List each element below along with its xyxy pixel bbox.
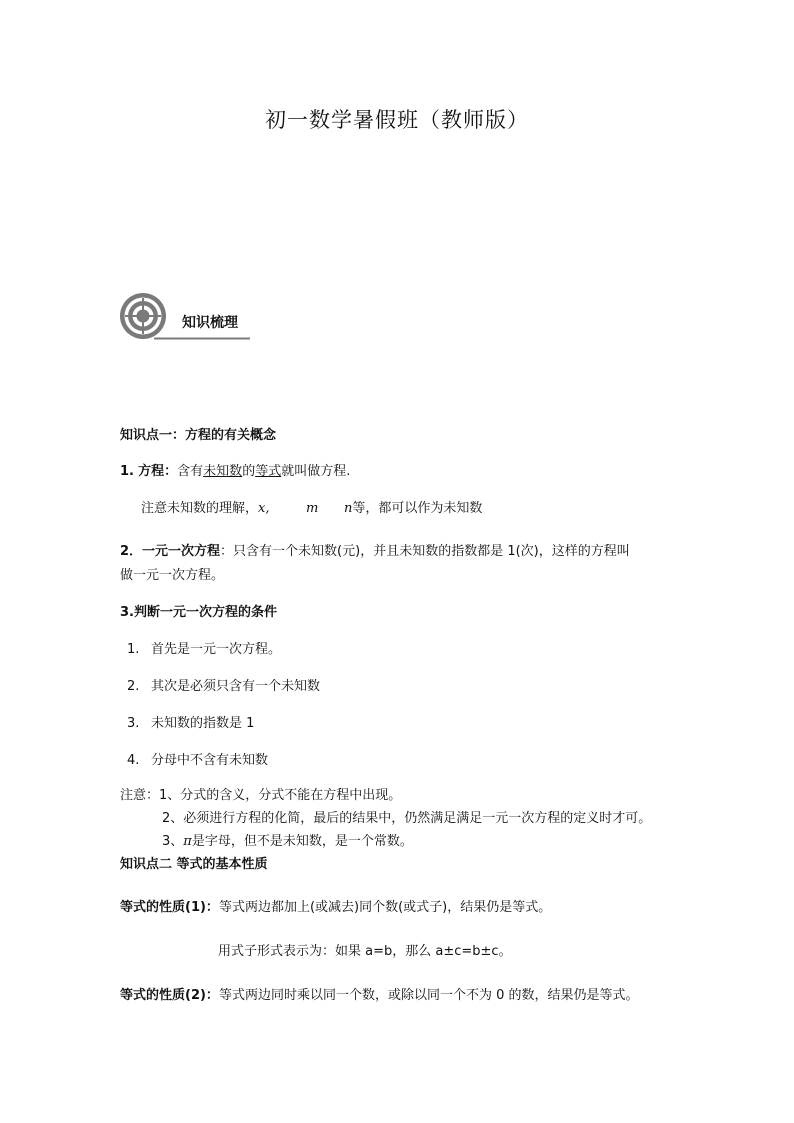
item1-term: 方程 [138, 464, 165, 479]
section-badge-label: 知识梳理 [182, 315, 238, 331]
kp2-prop2 [120, 984, 638, 1003]
item1-num: 1. [120, 464, 134, 479]
condition-item [127, 712, 254, 731]
notes-prefix: 注意： [120, 788, 160, 803]
kp2-prop1 [120, 896, 551, 915]
condition-item [127, 638, 281, 657]
kp1-note-vars [141, 497, 482, 516]
condition-num: 1. [127, 642, 140, 657]
condition-num: 4. [127, 753, 140, 768]
var-m: m [306, 501, 319, 516]
item1-text-3: 就叫做方程. [281, 464, 351, 479]
prop1-term: 等式的性质(1)： [120, 900, 219, 915]
kp1-item3-heading: 3.判断一元一次方程的条件 [120, 605, 277, 620]
note-3-text: 是字母，但不是未知数，是一个常数。 [191, 834, 413, 849]
note-line-3 [162, 830, 413, 849]
note-1: 1、分式的含义，分式不能在方程中出现。 [159, 788, 402, 803]
item1-underlined-equation: 等式 [255, 464, 282, 479]
note-vars-suffix: 等，都可以作为未知数 [352, 501, 483, 516]
item1-underlined-unknown: 未知数 [203, 464, 243, 479]
condition-text: 分母中不含有未知数 [151, 753, 269, 768]
pi-symbol: π [183, 834, 192, 849]
var-n: n [344, 501, 353, 516]
kp1-heading: 知识点一：方程的有关概念 [120, 428, 277, 443]
kp1-item2-line2: 做一元一次方程。 [120, 568, 225, 583]
item2-term: 2．一元一次方程 [120, 544, 221, 559]
prop2-text: 等式两边同时乘以同一个数，或除以同一个不为 0 的数，结果仍是等式。 [218, 988, 639, 1003]
kp2-formula: 用式子形式表示为：如果 a=b，那么 a±c=b±c。 [218, 944, 512, 959]
prop2-term: 等式的性质(2)： [120, 988, 219, 1003]
item1-colon: ： [164, 464, 178, 479]
item1-text-2: 的 [242, 464, 256, 479]
condition-num: 2. [127, 679, 140, 694]
prop1-text: 等式两边都加上(或减去)同个数(或式子)，结果仍是等式。 [218, 900, 552, 915]
note-vars-prefix: 注意未知数的理解， [141, 501, 259, 516]
target-icon [120, 293, 166, 339]
kp2-heading: 知识点二 等式的基本性质 [120, 857, 268, 872]
condition-text: 未知数的指数是 1 [151, 716, 255, 731]
item1-text-1: 含有 [177, 464, 204, 479]
note-line-1 [120, 784, 401, 803]
item2-text: ：只含有一个未知数(元)，并且未知数的指数都是 1(次)，这样的方程叫 [220, 544, 630, 559]
note-3-num: 3、 [162, 834, 184, 849]
note-2: 2、必须进行方程的化简，最后的结果中，仍然满足满足一元一次方程的定义时才可。 [162, 811, 652, 826]
kp1-item2-line1 [120, 540, 630, 559]
var-x: x, [258, 501, 270, 516]
condition-item [127, 749, 268, 768]
kp1-item1 [120, 460, 350, 479]
condition-text: 其次是必须只含有一个未知数 [151, 679, 321, 694]
condition-num: 3. [127, 716, 140, 731]
page-title: 初一数学暑假班（教师版） [265, 108, 529, 132]
condition-text: 首先是一元一次方程。 [151, 642, 282, 657]
condition-item [127, 675, 320, 694]
